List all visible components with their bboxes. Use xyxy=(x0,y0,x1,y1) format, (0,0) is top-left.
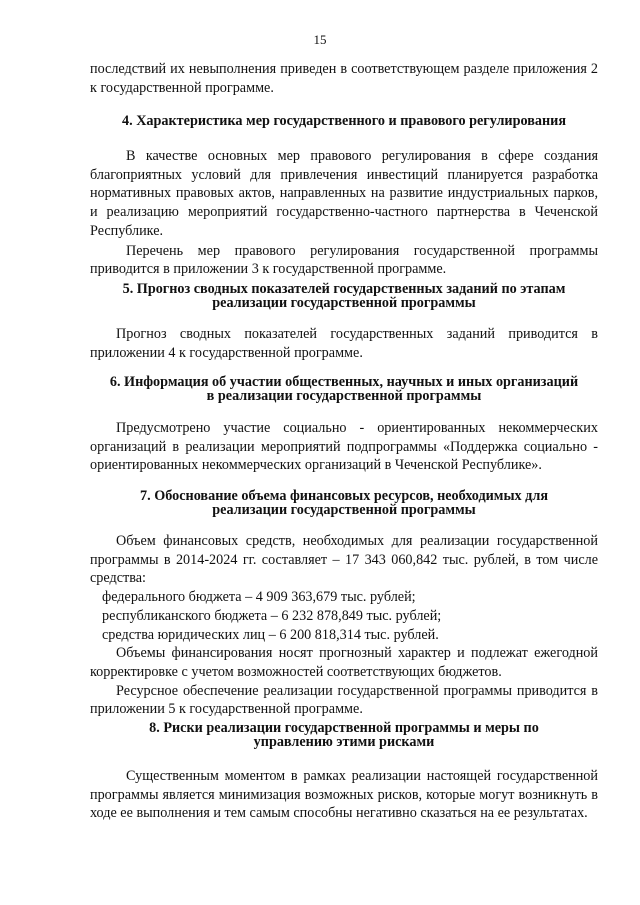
section-7-paragraph-3: Ресурсное обеспечение реализации государственной программы приводится в приложении 5 к государственной программе. xyxy=(90,682,598,718)
section-5-heading-line-2: реализации государственной программы xyxy=(212,295,476,311)
section-7-paragraph-2: Объемы финансирования носят прогнозный характер и подлежат ежегодной корректировке с учетом возможностей соответствующих бюджетов. xyxy=(90,645,598,680)
funding-item-republican: республиканского бюджета – 6 232 878,849 тыс. рублей; xyxy=(102,607,442,624)
section-5-body xyxy=(90,325,598,362)
section-7-body xyxy=(90,532,598,719)
section-6 xyxy=(90,375,598,403)
section-7-paragraph-1: Объем финансовых средств, необходимых для реализации государственной программы в 2014-2024 гг. составляет – 17 343 060,842 тыс. рублей, в том числе средства: xyxy=(90,533,598,587)
section-7 xyxy=(90,489,598,517)
intro-block xyxy=(90,60,598,97)
section-6-heading-line-2: в реализации государственной программы xyxy=(206,388,482,404)
section-7-heading-line-1: 7. Обоснование объема финансовых ресурсов, необходимых для xyxy=(140,488,548,504)
section-5-heading-line-1: 5. Прогноз сводных показателей государственных заданий по этапам xyxy=(122,281,566,297)
section-4-paragraph-2: Перечень мер правового регулирования государственной программы приводится в приложении 3 к государственной программе. xyxy=(90,242,598,278)
section-8-heading-line-1: 8. Риски реализации государственной программы и меры по xyxy=(149,720,539,736)
section-4-heading: 4. Характеристика мер государственного и правового регулирования xyxy=(122,113,566,129)
section-6-paragraph-1: Предусмотрено участие социально - ориентированных некоммерческих организаций в реализации мероприятий подпрограммы «Поддержка социально - ориентированных некоммерческих организаций в Чеченской Республике». xyxy=(90,420,598,474)
funding-item-legal-entities: средства юридических лиц – 6 200 818,314 тыс. рублей. xyxy=(102,626,439,643)
section-6-body xyxy=(90,419,598,475)
funding-sources-list xyxy=(90,588,598,644)
section-4-paragraph-1: В качестве основных мер правового регулирования в сфере создания благоприятных условий для привлечения инвестиций планируется разработка нормативных правовых актов, направленных на развитие индустриальных парков, и реализацию мероприятий государственно-частного партнерства в Чеченской Республике. xyxy=(90,148,598,239)
section-7-heading-line-2: реализации государственной программы xyxy=(212,502,476,518)
intro-paragraph: последствий их невыполнения приведен в соответствующем разделе приложения 2 к государственной программе. xyxy=(90,61,598,96)
section-8-heading-line-2: управлению этими рисками xyxy=(253,734,435,750)
section-8-body xyxy=(90,767,598,823)
section-8-paragraph-1: Существенным моментом в рамках реализации настоящей государственной программы является минимизация возможных рисков, которые могут возникнуть в ходе ее выполнения и тем самым способны негативно сказаться на ее результатах. xyxy=(90,768,598,822)
section-4 xyxy=(90,114,598,128)
page-number: 15 xyxy=(313,32,327,47)
funding-item-federal: федерального бюджета – 4 909 363,679 тыс. рублей; xyxy=(102,589,416,606)
section-8 xyxy=(90,721,598,749)
section-4-body xyxy=(90,147,598,279)
section-5 xyxy=(90,282,598,310)
section-5-paragraph-1: Прогноз сводных показателей государственных заданий приводится в приложении 4 к государственной программе. xyxy=(90,326,598,361)
section-6-heading-line-1: 6. Информация об участии общественных, научных и иных организаций xyxy=(109,374,579,390)
